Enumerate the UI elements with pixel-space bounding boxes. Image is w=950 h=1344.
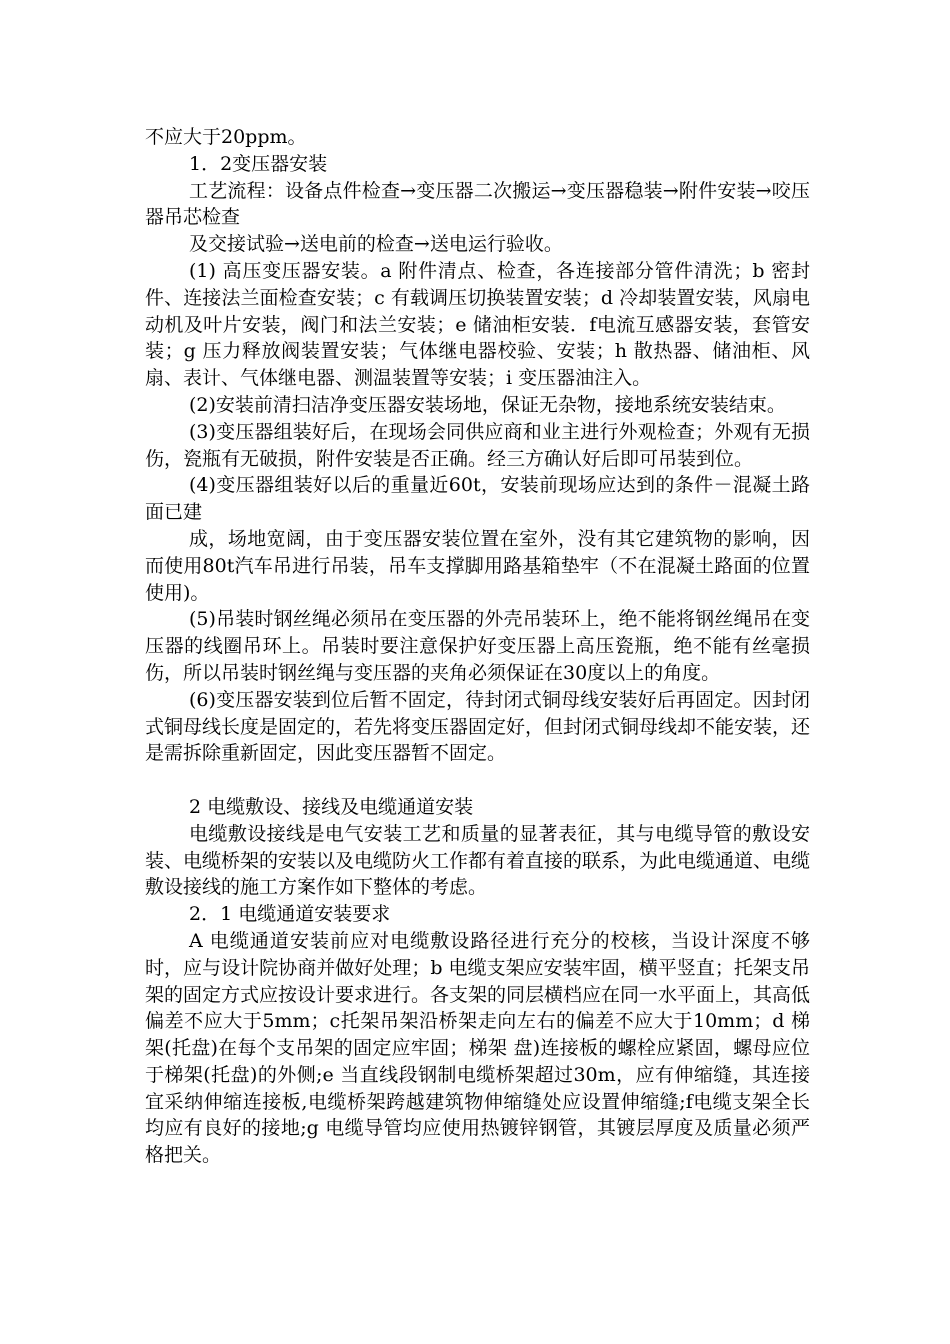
paragraph-cable-intro: 电缆敷设接线是电气安装工艺和质量的显著表征，其与电缆导管的敷设安装、电缆桥架的安装以及电缆防火工作都有着直接的联系，为此电缆通道、电缆敷设接线的施工方案作如下整体的考虑。 [145, 822, 811, 899]
paragraph-process-flow: 工艺流程：设备点件检查→变压器二次搬运→变压器稳装→附件安装→咬压器吊芯检查 [145, 179, 810, 229]
paragraph-item-2: (2)安装前清扫洁净变压器安装场地，保证无杂物，接地系统安装结束。 [189, 393, 786, 416]
paragraph-continuation: 不应大于20ppm。 [145, 126, 307, 148]
paragraph-process-flow-cont: 及交接试验→送电前的检查→送电运行验收。 [189, 233, 563, 256]
paragraph-cable-requirements: A 电缆通道安装前应对电缆敷设路径进行充分的校核，当设计深度不够时，应与设计院协商并做好处理；b 电缆支架应安装牢固，横平竖直；托架支吊架的固定方式应按设计要求进行。各支架的同层横档应在同一水平面上，其高低偏差不应大于5mm；c托架吊架沿桥架走向左右的偏差不应大于10mm；d 梯架(托盘)在每个支吊架的固定应牢固；梯架 盘)连接板的螺栓应紧固，螺母应位于梯架(托盘)的外侧;e 当直线段钢制电缆桥架超过30m，应有伸缩缝，其连接宜采纳伸缩连接板,电缆桥架跨越建筑物伸缩缝处应设置伸缩缝;f电缆支架全长均应有良好的接地;g 电缆导管均应使用热镀锌钢管，其镀层厚度及质量必须严格把关。 [145, 929, 811, 1167]
paragraph-item-6: (6)变压器安装到位后暂不固定，待封闭式铜母线安装好后再固定。因封闭式铜母线长度是固定的，若先将变压器固定好，但封闭式铜母线却不能安装，还是需拆除重新固定，因此变压器暂不固定。 [145, 688, 811, 765]
paragraph-item-4: (4)变压器组装好以后的重量近60t，安装前现场应达到的条件－混凝土路面已建 [145, 474, 810, 524]
section-heading-1-2: 1．2变压器安装 [189, 152, 328, 175]
paragraph-item-4-cont: 成，场地宽阔，由于变压器安装位置在室外，没有其它建筑物的影响，因而使用80t汽车吊进行吊装，吊车支撑脚用路基箱垫牢（不在混凝土路面的位置使用)。 [145, 527, 810, 604]
document-body [145, 124, 810, 1169]
section-heading-2: 2 电缆敷设、接线及电缆通道安装 [189, 795, 474, 818]
paragraph-item-3: (3)变压器组装好后，在现场会同供应商和业主进行外观检查；外观有无损伤，瓷瓶有无破损，附件安装是否正确。经三方确认好后即可吊装到位。 [145, 420, 810, 470]
paragraph-item-5: (5)吊装时钢丝绳必须吊在变压器的外壳吊装环上，绝不能将钢丝绳吊在变压器的线圈吊环上。吊装时要注意保护好变压器上高压瓷瓶，绝不能有丝毫损伤，所以吊装时钢丝绳与变压器的夹角必须保证在30度以上的角度。 [145, 608, 810, 684]
blank-line [145, 767, 810, 794]
paragraph-item-1: (1) 高压变压器安装。a 附件清点、检查，各连接部分管件清洗；b 密封件、连接法兰面检查安装；c 有载调压切换装置安装；d 冷却装置安装，风扇电动机及叶片安装，阀门和法兰安装；e 储油柜安装．f电流互感器安装，套管安装；g 压力释放阀装置安装；气体继电器校验、安装；h 散热器、储油柜、风扇、表计、气体继电器、测温装置等安装；i 变压器油注入。 [145, 259, 810, 390]
section-heading-2-1: 2．1 电缆通道安装要求 [189, 903, 391, 926]
